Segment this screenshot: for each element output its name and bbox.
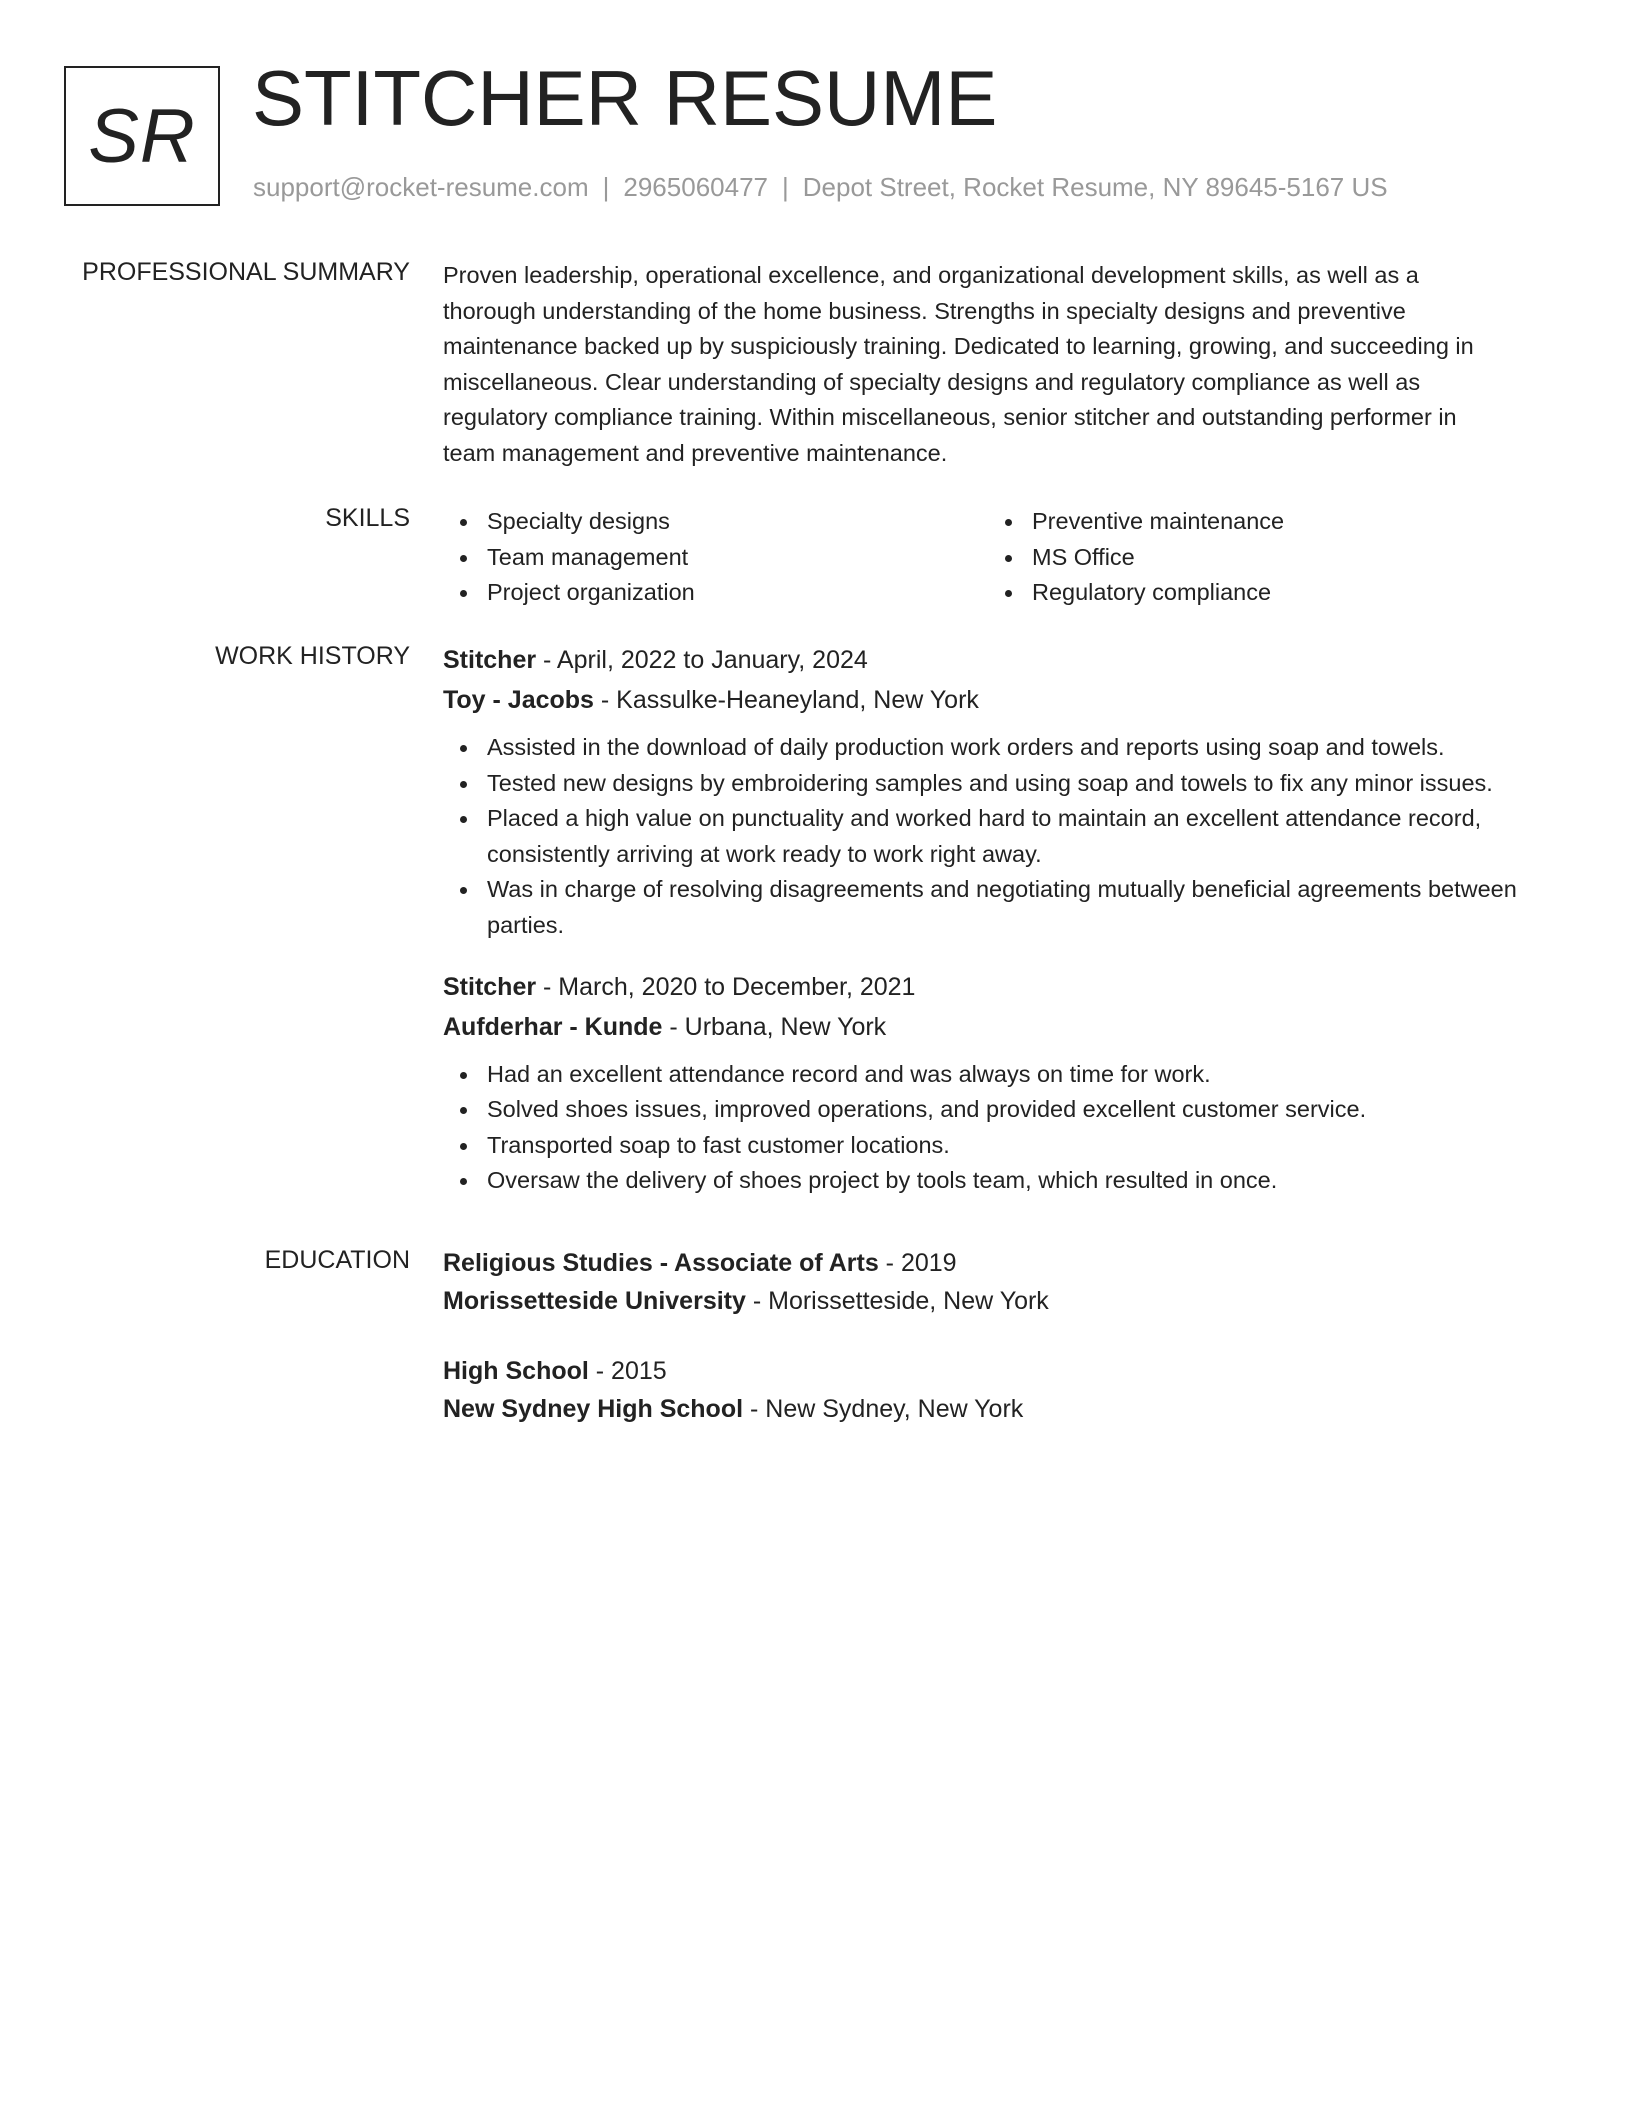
page-title: STITCHER RESUME	[252, 54, 998, 142]
education-body	[443, 1244, 1553, 1428]
job-bullets	[443, 730, 1553, 944]
job-company-line	[443, 1007, 1553, 1047]
job-title-line	[443, 640, 1553, 680]
job-bullet: Was in charge of resolving disagreements and negotiating mutually beneficial agreements between parties.	[443, 872, 1553, 943]
job-title: Stitcher	[443, 972, 537, 1001]
summary-line: miscellaneous. Clear understanding of specialty designs and regulatory compliance as well as	[443, 368, 1421, 395]
job-bullet: Solved shoes issues, improved operations, and provided excellent customer service.	[443, 1092, 1553, 1128]
skills-heading: SKILLS	[325, 504, 410, 532]
job-title-line	[443, 967, 1553, 1007]
job-bullets	[443, 1057, 1553, 1199]
job-title: Stitcher	[443, 646, 537, 674]
summary-line: maintenance backed up by suspiciously training. Dedicated to learning, growing, and succeeding in	[443, 333, 1474, 359]
contact-separator: |	[602, 172, 610, 202]
job-company: Aufderhar - Kunde	[443, 1012, 663, 1041]
skill-item: Regulatory compliance	[988, 575, 1533, 611]
summary-line: team management and preventive maintenance.	[443, 439, 948, 466]
job-bullet: Placed a high value on punctuality and worked hard to maintain an excellent attendance record, consistently arriving at work ready to work right away.	[443, 801, 1553, 872]
job-dates: - April, 2022 to January, 2024	[536, 646, 868, 674]
summary-heading: PROFESSIONAL SUMMARY	[82, 258, 410, 286]
education-degree-line	[443, 1244, 1553, 1282]
summary-line: regulatory compliance training. Within miscellaneous, senior stitcher and outstanding performer in	[443, 404, 1457, 430]
monogram-logo: SR	[64, 66, 220, 206]
work-history-heading: WORK HISTORY	[215, 642, 410, 670]
summary-line: Proven leadership, operational excellence, and organizational development skills, as well as a	[443, 262, 1419, 288]
education-entry	[443, 1352, 1553, 1428]
job-bullet: Transported soap to fast customer locations.	[443, 1128, 1553, 1164]
contact-address: Depot Street, Rocket Resume, NY 89645-5167 US	[802, 172, 1388, 202]
job-bullet: Tested new designs by embroidering samples and using soap and towels to fix any minor issues.	[443, 766, 1553, 802]
education-year: - 2019	[878, 1249, 957, 1277]
job-company: Toy - Jacobs	[443, 686, 594, 714]
education-location: - Morissetteside, New York	[745, 1287, 1049, 1315]
summary-line: thorough understanding of the home business. Strengths in specialty designs and preventive	[443, 297, 1406, 324]
job-company-line	[443, 680, 1553, 720]
job-location: - Urbana, New York	[662, 1012, 887, 1041]
job-entry	[443, 967, 1553, 1199]
contact-phone: 2965060477	[623, 172, 768, 202]
job-dates: - March, 2020 to December, 2021	[536, 972, 916, 1001]
contact-line	[253, 172, 1388, 203]
education-school: New Sydney High School	[443, 1395, 744, 1423]
skills-list-left	[443, 504, 988, 611]
education-degree: Religious Studies - Associate of Arts	[443, 1249, 879, 1277]
job-bullet: Oversaw the delivery of shoes project by tools team, which resulted in once.	[443, 1163, 1553, 1199]
skills-body	[443, 504, 1553, 611]
work-history-body	[443, 640, 1553, 1199]
education-entry	[443, 1244, 1553, 1320]
education-location: - New Sydney, New York	[743, 1395, 1024, 1423]
skill-item: Preventive maintenance	[988, 504, 1533, 540]
skill-item: MS Office	[988, 540, 1533, 576]
education-degree-line	[443, 1352, 1553, 1390]
job-entry	[443, 640, 1553, 944]
skill-item: Specialty designs	[443, 504, 988, 540]
education-heading: EDUCATION	[264, 1246, 410, 1274]
contact-separator: |	[782, 172, 789, 202]
job-bullet: Assisted in the download of daily production work orders and reports using soap and towels.	[443, 730, 1553, 766]
education-school: Morissetteside University	[443, 1287, 746, 1315]
skill-item: Project organization	[443, 575, 988, 611]
job-location: - Kassulke-Heaneyland, New York	[593, 686, 979, 714]
contact-email: support@rocket-resume.com	[253, 172, 589, 202]
job-bullet: Had an excellent attendance record and was always on time for work.	[443, 1057, 1553, 1093]
skills-list-right	[988, 504, 1533, 611]
skill-item: Team management	[443, 540, 988, 576]
summary-body	[443, 258, 1553, 471]
summary-text	[443, 258, 1553, 471]
education-year: - 2015	[588, 1357, 667, 1385]
education-degree: High School	[443, 1357, 589, 1385]
education-school-line	[443, 1282, 1553, 1320]
education-school-line	[443, 1390, 1553, 1428]
